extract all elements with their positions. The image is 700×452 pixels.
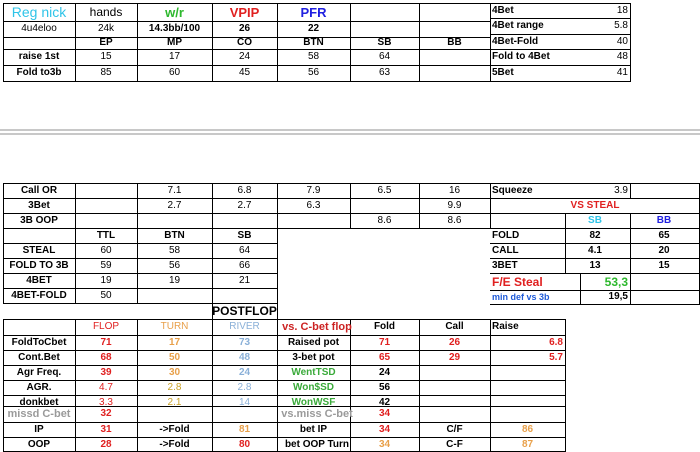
vs-steal-sb-header: SB <box>588 214 602 226</box>
steal-ttl-header: TTL <box>96 229 116 241</box>
ip-river: 81 <box>238 423 251 435</box>
fold-to-cbet-label: FoldToCbet <box>11 336 67 348</box>
call-or-label: Call OR <box>20 184 58 196</box>
call-or-sb: 6.5 <box>377 184 392 196</box>
player-pfr: 22 <box>307 23 320 34</box>
4bet-steal-btn: 19 <box>168 274 181 286</box>
3b-oop-label: 3B OOP <box>20 214 58 226</box>
donkbet-turn: 2.1 <box>167 396 182 408</box>
raised-pot-raise: 6.8 <box>549 336 563 348</box>
went-tsd-value: 24 <box>378 366 391 378</box>
pos-mp: MP <box>167 37 182 48</box>
steal-ttl: 60 <box>100 244 112 256</box>
vs-steal-fold-bb: 65 <box>658 229 670 241</box>
pos-ep: EP <box>99 37 113 48</box>
call-or-btn: 7.9 <box>306 184 321 196</box>
3bet-bb: 9.9 <box>447 199 462 211</box>
vs-steal-title: VS STEAL <box>570 199 620 211</box>
raised-pot-fold: 71 <box>378 336 391 348</box>
separator-band <box>0 133 700 135</box>
stat-5bet-label: 5Bet <box>492 67 514 78</box>
fold-to-3b-steal-sb: 66 <box>238 259 251 271</box>
call-header: Call <box>445 321 464 332</box>
pfr-header: PFR <box>300 4 327 20</box>
bet-oop-turn-label: bet OOP Turn <box>284 438 350 450</box>
went-tsd-label: WentTSD <box>291 366 336 378</box>
raise-first-label: raise 1st <box>18 51 60 62</box>
donkbet-flop: 3.3 <box>99 396 113 408</box>
oop-river: 80 <box>238 438 251 450</box>
agr-freq-turn: 30 <box>168 366 181 378</box>
3bet-mp: 2.7 <box>167 199 182 211</box>
hands-header: hands <box>89 5 123 19</box>
vs-steal-3bet-sb: 13 <box>589 259 601 271</box>
stat-4bet-fold-label: 4Bet-Fold <box>492 35 539 47</box>
fold-to-3b-ep: 85 <box>100 67 112 78</box>
raise-first-mp: 17 <box>168 51 181 62</box>
grid-line <box>3 81 491 82</box>
cont-bet-river: 48 <box>238 351 251 363</box>
missd-cbet-flop: 32 <box>100 408 112 419</box>
agr-freq-flop: 39 <box>100 366 112 378</box>
agr-freq-river: 24 <box>238 366 251 378</box>
vs-steal-3bet-bb: 15 <box>658 259 670 271</box>
4bet-steal-ttl: 19 <box>100 274 112 286</box>
separator-band <box>0 129 700 131</box>
cont-bet-label: Cont.Bet <box>18 351 60 363</box>
stat-4bet-label: 4Bet <box>492 4 514 16</box>
fold-to-3b-mp: 60 <box>168 67 181 78</box>
pos-btn: BTN <box>303 37 324 48</box>
donkbet-label: donkbet <box>19 396 59 408</box>
steal-btn: 58 <box>168 244 181 256</box>
3bet-label: 3Bet <box>28 199 50 211</box>
bet-ip-cf-value: 86 <box>521 423 534 435</box>
fold-to-3b-btn: 56 <box>307 67 320 78</box>
call-or-bb: 16 <box>448 184 461 196</box>
raise-first-sb: 64 <box>378 51 391 62</box>
cont-bet-turn: 50 <box>168 351 181 363</box>
wr-header: w/r <box>165 4 184 20</box>
3bet-pot-label: 3-bet pot <box>292 351 335 363</box>
raise-first-co: 24 <box>238 51 251 62</box>
fold-to-cbet-flop: 71 <box>100 336 112 348</box>
fold-header: Fold <box>373 321 396 332</box>
player-hands: 24k <box>97 23 115 34</box>
cont-bet-flop: 68 <box>100 351 112 363</box>
river-header: RIVER <box>229 321 260 332</box>
grid-line <box>630 3 631 82</box>
agr-label: AGR. <box>26 381 52 393</box>
flop-header: FLOP <box>92 321 120 332</box>
raised-pot-call: 26 <box>448 336 461 348</box>
vs-cbet-flop-header: vs. C-bet flop <box>282 320 352 333</box>
fold-to-3b-steal-ttl: 59 <box>100 259 112 271</box>
stat-fold-to-4bet-value: 48 <box>616 51 628 62</box>
stat-4bet-range-value: 5.8 <box>614 20 628 31</box>
vs-steal-fold-sb: 82 <box>589 229 601 241</box>
oop-flop: 28 <box>100 438 112 450</box>
pos-bb: BB <box>447 37 462 48</box>
fold-to-3b-steal-label: FOLD TO 3B <box>9 259 69 271</box>
vs-steal-call-bb: 20 <box>658 244 670 256</box>
grid-line <box>75 183 76 229</box>
grid-line <box>490 304 700 305</box>
fold-to-3b-sb: 63 <box>378 67 391 78</box>
ip-turn-fold: ->Fold <box>159 423 190 435</box>
grid-line <box>277 228 278 304</box>
4bet-steal-label: 4BET <box>26 274 52 286</box>
agr-river: 2.8 <box>237 381 252 393</box>
won-sd-value: 56 <box>378 381 391 393</box>
stat-fold-to-4bet-label: Fold to 4Bet <box>492 51 550 62</box>
raised-pot-label: Raised pot <box>287 336 340 348</box>
oop-turn-fold: ->Fold <box>159 438 190 450</box>
fold-to-cbet-turn: 17 <box>168 336 181 348</box>
vs-steal-3bet-label: 3BET <box>492 259 518 271</box>
squeeze-value: 3.9 <box>614 184 628 196</box>
min-def-label: min def vs 3b <box>492 291 550 302</box>
vs-miss-cbet-label: vs.miss C-bet <box>281 407 353 420</box>
3bet-btn: 6.3 <box>306 199 321 211</box>
raise-first-ep: 15 <box>100 51 112 62</box>
4bet-fold-steal-label: 4BET-FOLD <box>11 289 67 301</box>
vs-steal-call-label: CALL <box>492 244 519 256</box>
3b-oop-bb: 8.6 <box>447 214 462 226</box>
bet-ip-value: 34 <box>378 423 391 435</box>
vpip-header: VPIP <box>229 4 260 20</box>
stat-4bet-value: 18 <box>616 4 628 16</box>
ip-label: IP <box>34 423 44 435</box>
agr-turn: 2.8 <box>167 381 182 393</box>
3bet-pot-raise: 5.7 <box>549 351 563 363</box>
call-or-co: 6.8 <box>237 184 252 196</box>
bet-oop-cf-value: 87 <box>521 438 534 450</box>
pos-sb: SB <box>377 37 392 48</box>
bet-ip-cf-label: C/F <box>446 423 463 435</box>
won-wsf-value: 42 <box>378 396 391 408</box>
reg-nick-header: Reg nick <box>11 4 67 20</box>
fe-steal-label: F/E Steal <box>492 274 543 289</box>
3b-oop-sb: 8.6 <box>377 214 392 226</box>
steal-sb: 64 <box>238 244 251 256</box>
grid-line <box>490 81 631 82</box>
player-vpip: 26 <box>238 23 251 34</box>
bet-oop-turn-value: 34 <box>378 438 391 450</box>
vs-steal-fold-label: FOLD <box>492 229 520 241</box>
won-sd-label: Won$SD <box>293 381 334 393</box>
fold-to-3b-label: Fold to3b <box>16 67 62 78</box>
grid-line <box>630 273 631 305</box>
steal-label: STEAL <box>22 244 56 256</box>
stat-4bet-range-label: 4Bet range <box>492 20 544 31</box>
player-winrate: 14.3bb/100 <box>148 23 201 34</box>
pos-co: CO <box>237 37 252 48</box>
stat-4bet-fold-value: 40 <box>616 35 628 47</box>
steal-sb-header: SB <box>237 229 252 241</box>
bet-ip-label: bet IP <box>299 423 328 435</box>
call-or-mp: 7.1 <box>167 184 182 196</box>
fe-steal-value: 53,3 <box>604 274 628 289</box>
bet-oop-cf-label: C-F <box>446 438 463 450</box>
grid-line <box>630 183 631 199</box>
grid-line <box>565 319 566 452</box>
missd-cbet-label: missd C-bet <box>7 407 71 420</box>
4bet-steal-sb: 21 <box>238 274 251 286</box>
3bet-co: 2.7 <box>237 199 252 211</box>
postflop-title: POSTFLOP <box>212 304 277 318</box>
agr-freq-label: Agr Freq. <box>16 366 62 378</box>
raise-first-btn: 58 <box>307 51 320 62</box>
steal-btn-header: BTN <box>164 229 185 241</box>
oop-label: OOP <box>27 438 51 450</box>
grid-line <box>277 303 278 320</box>
squeeze-label: Squeeze <box>492 184 533 196</box>
vs-steal-bb-header: BB <box>656 214 672 226</box>
min-def-value: 19,5 <box>608 291 628 302</box>
fold-to-3b-steal-btn: 56 <box>168 259 181 271</box>
3bet-pot-call: 29 <box>448 351 461 363</box>
turn-header: TURN <box>160 321 189 332</box>
fold-to-3b-co: 45 <box>238 67 251 78</box>
donkbet-river: 14 <box>238 396 251 408</box>
raise-header: Raise <box>492 321 519 332</box>
3bet-pot-fold: 65 <box>378 351 391 363</box>
player-name[interactable]: 4u4eloo <box>21 23 57 34</box>
won-wsf-label: WonWSF <box>291 396 336 408</box>
agr-flop: 4.7 <box>99 381 113 393</box>
stat-5bet-value: 41 <box>616 67 628 78</box>
4bet-fold-steal-ttl: 50 <box>100 289 112 301</box>
ip-flop: 31 <box>100 423 112 435</box>
vs-steal-call-sb: 4.1 <box>588 244 602 256</box>
vs-miss-cbet-value: 34 <box>378 408 391 419</box>
fold-to-cbet-river: 73 <box>238 336 251 348</box>
